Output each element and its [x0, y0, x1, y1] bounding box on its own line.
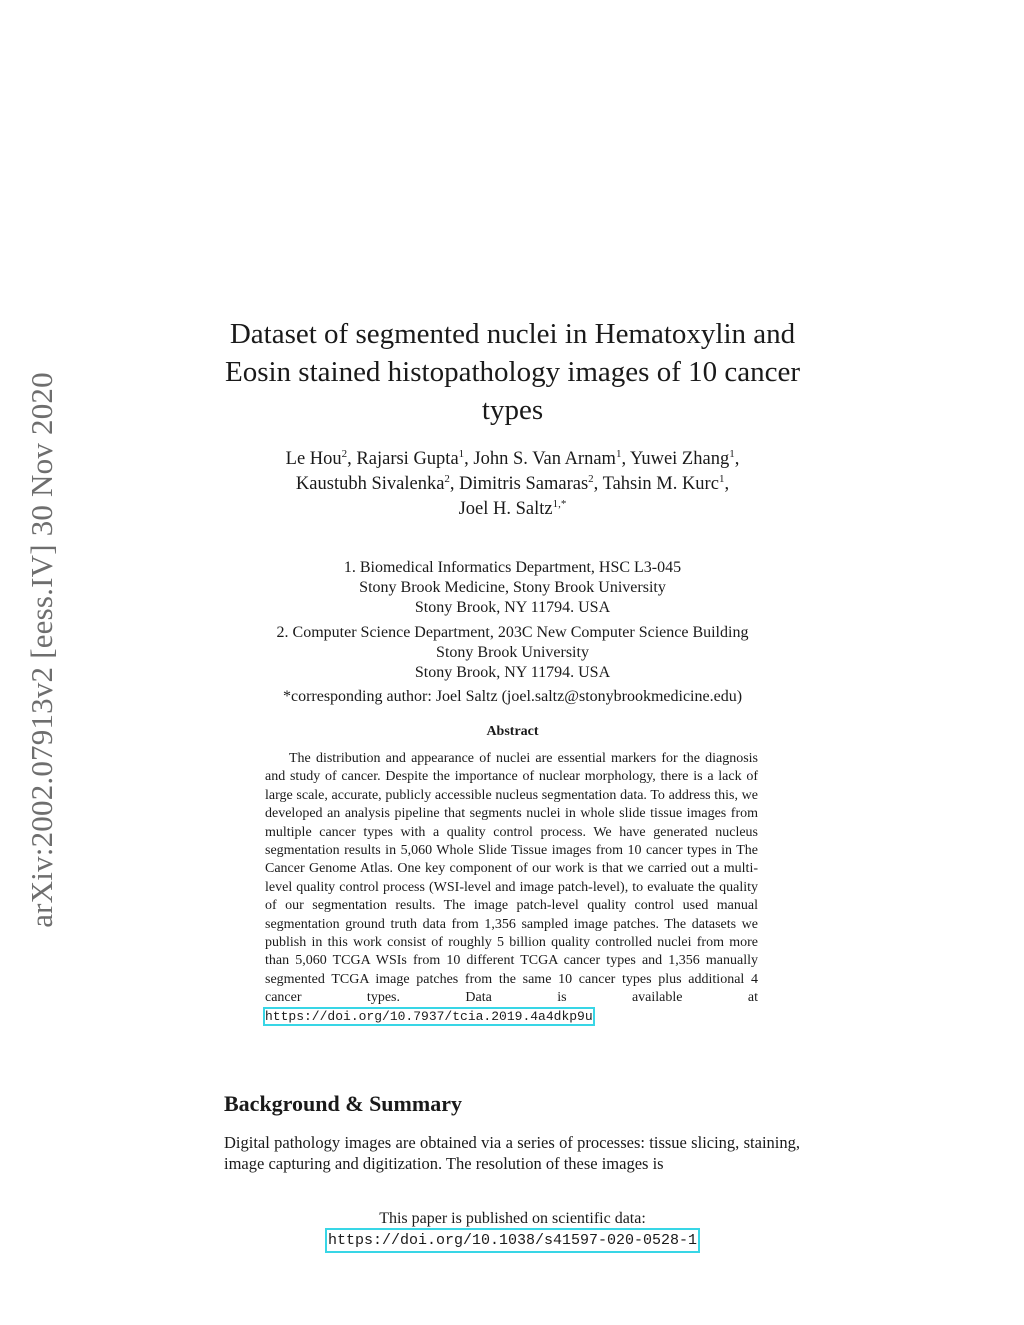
author-name: Dimitris Samaras [459, 474, 589, 494]
author-name: Le Hou [285, 449, 342, 469]
author-name: Kaustubh Sivalenka [295, 474, 445, 494]
abstract-body [265, 750, 758, 1026]
author-affil-mark: 1 [729, 448, 735, 460]
affiliation-line: Stony Brook, NY 11794. USA [414, 664, 611, 681]
abstract-heading: Abstract [486, 724, 539, 739]
author-name: Rajarsi Gupta [356, 449, 459, 469]
author-affil-mark: 2 [588, 473, 594, 485]
affiliation-line: 1. Biomedical Informatics Department, HSC L3-045 [343, 559, 682, 576]
affiliation-line: Stony Brook, NY 11794. USA [414, 599, 611, 616]
author-name: Yuwei Zhang [630, 449, 730, 469]
abstract-data-link[interactable]: https://doi.org/10.7937/tcia.2019.4a4dkp9u [265, 1008, 593, 1024]
section-heading-background: Background & Summary [224, 1091, 462, 1116]
author-affil-mark: 2 [444, 473, 450, 485]
affiliation-line: 2. Computer Science Department, 203C New Computer Science Building [276, 624, 749, 641]
corresponding-author: *corresponding author: Joel Saltz (joel.saltz@stonybrookmedicine.edu) [282, 688, 743, 705]
author-affil-mark: 1 [615, 448, 622, 460]
arxiv-identifier: arXiv:2002.07913v2 [eess.IV] 30 Nov 2020 [24, 372, 59, 928]
affiliation-1 [205, 558, 820, 618]
publication-doi-link[interactable]: https://doi.org/10.1038/s41597-020-0528-1 [327, 1232, 698, 1249]
abstract-text: The distribution and appearance of nuclei are essential markers for the diagnosis and study of cancer. Despite the importance of nuclear morphology, there is a lack of large scale, accurate, publicly accessible nucleus segmentation data. To address this, we developed an analysis pipeline that segments nuclei in whole slide tissue images from multiple cancer types with a quality control process. We have generated nucleus segmentation results in 5,060 Whole Slide Tissue images from 10 cancer types in The Cancer Genome Atlas. One key component of our work is that we carried out a multi-level quality control process (WSI-level and image patch-level), to evaluate the quality of our segmentation results. The image patch-level quality control used manual segmentation ground truth data from 1,356 sampled image patches. The datasets we publish in this work consist of roughly 5 billion quality controlled nuclei from more than 5,060 TCGA WSIs from 10 different TCGA cancer types and 1,356 manually segmented TCGA image patches from the same 10 cancer types plus additional 4 cancer types. Data is available at [265, 751, 758, 1006]
author-list: Le Hou$^2$, Rajarsi Gupta$^1$, John S. Van Arnam$^1$, Yuwei Zhang$^1$, Kaustubh Sivalenka$^2$, Dimitris Samaras$^2$, Tahsin M. Kurc$^1$, Joel H. Saltz$^{1,*}$ [285, 448, 740, 519]
publication-note [205, 1208, 820, 1251]
author-name: Tahsin M. Kurc [602, 474, 719, 494]
affiliation-line: Stony Brook Medicine, Stony Brook University [359, 579, 666, 596]
author-affil-mark: 1 [458, 448, 465, 460]
paper-title: Dataset of segmented nuclei in Hematoxylin and Eosin stained histopathology images of 10 cancer types [224, 318, 801, 426]
publication-note-text: This paper is published on scientific data: [379, 1210, 646, 1227]
author-affil-mark: 1 [718, 473, 725, 485]
affiliation-2 [205, 623, 820, 683]
author-affil-mark: 2 [341, 448, 348, 460]
author-name: Joel H. Saltz [458, 499, 553, 519]
author-name: John S. Van Arnam [473, 449, 616, 469]
section-body-text: Digital pathology images are obtained via a series of processes: tissue slicing, staining, image capturing and digitization. The resolution of these images is [224, 1133, 800, 1173]
arxiv-sidebar-stamp [20, 345, 64, 955]
author-affil-mark: 1,* [552, 498, 567, 510]
affiliation-line: Stony Brook University [436, 644, 589, 661]
